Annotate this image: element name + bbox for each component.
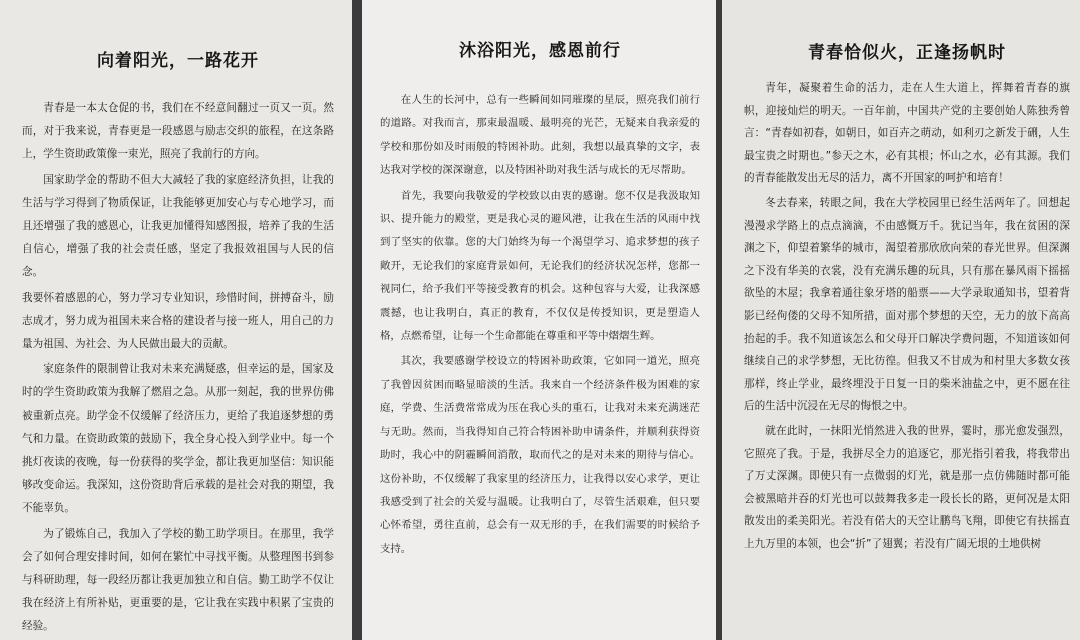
paragraph: 在人生的长河中，总有一些瞬间如同璀璨的星辰，照亮我们前行的道路。对我而言，那束最温暖、最明亮的光芒，无疑来自我亲爱的学校和那份如及时雨般的特困补助。此刻，我想以最真挚的文字，表达我对学校的深深谢意，以及特困补助对我生活与成长的无尽帮助。 [380,94,700,177]
paragraph: 青年，凝聚着生命的活力，走在人生大道上，挥舞着青春的旗帜，迎接灿烂的明天。一百年前，中国共产党的主要创始人陈独秀曾言：“青春如初春，如朝日，如百卉之萌动，如利刃之新发于硎，人生最宝贵之时期也。”参天之木，必有其根；怀山之水，必有其源。我们的青春能散发出无尽的活力，离不开国家的呵护和培育！ [744,82,1070,185]
paragraph: 家庭条件的限制曾让我对未来充满疑惑，但幸运的是，国家及时的学生资助政策为我解了燃眉之急。从那一刻起，我的世界仿佛被重新点亮。助学金不仅缓解了经济压力，更给了我追逐梦想的勇气和力量。在资助政策的鼓励下，我全身心投入到学业中。每一个挑灯夜读的夜晚，每一份获得的奖学金，都让我更加坚信：知识能够改变命运。我深知，这份资助背后承载的是社会对我的期望，我不能辜负。 [22,363,334,515]
page-title: 青春恰似火，正逢扬帆时 [808,43,1006,63]
page-left [0,0,352,640]
page-title: 向着阳光，一路花开 [97,51,259,71]
paragraph: 青春是一本太仓促的书，我们在不经意间翻过一页又一页。然而，对于我来说，青春更是一段感恩与励志交织的旅程，在这条路上，学生资助政策像一束光，照亮了我前行的方向。 [22,102,334,161]
paragraph: 其次，我要感谢学校设立的特困补助政策，它如同一道光，照亮了我曾因贫困而略显暗淡的生活。我来自一个经济条件极为困难的家庭，学费、生活费常常成为压在我心头的重石，让我对未来充满迷茫与无助。然而，当我得知自己符合特困补助申请条件，并顺利获得资助时，我心中的阴霾瞬间消散，取而代之的是对未来的期待与信心。这份补助，不仅缓解了我家里的经济压力，让我得以安心求学，更让我感受到了社会的关爱与温暖。让我明白了，尽管生活艰难，但只要心怀希望，勇往直前，总会有一双无形的手，在我们需要的时候给予支持。 [380,355,700,555]
paragraph: 我要怀着感恩的心，努力学习专业知识，珍惜时间，拼搏奋斗，励志成才，努力成为祖国未来合格的建设者与接一班人，用自己的力量为祖国、为社会、为人民做出最大的贡献。 [22,291,334,351]
paragraph: 冬去春来，转眼之间，我在大学校园里已经生活两年了。回想起漫漫求学路上的点点滴滴，不由感慨万千。犹记当年，我在贫困的深渊之下，仰望着繁华的城市，渴望着那欣欣向荣的春光世界。但深渊之下没有华美的衣裳，没有充满乐趣的玩具，只有那在暴风雨下摇摇欲坠的木屋；我拿着通往象牙塔的船票——大学录取通知书，望着背影已经佝偻的父母不知所措，面对那个梦想的天空，无力的放下高高抬起的手。我不知道该怎么和父母开口解决学费问题，不知道该如何继续自己的求学梦想，无比彷徨。但我又不甘成为和村里大多数女孩那样，终止学业，最终埋没于日复一日的柴米油盐之中，更不愿在往后的生活中沉浸在无尽的悔恨之中。 [744,196,1070,413]
paragraph: 首先，我要向我敬爱的学校致以由衷的感谢。您不仅是我汲取知识、提升能力的殿堂，更是我心灵的避风港，让我在生活的风雨中找到了坚实的依靠。您的大门始终为每一个渴望学习、追求梦想的孩子敞开，无论我们的家庭背景如何，无论我们的经济状况怎样，您都一视同仁，给予我们平等接受教育的机会。这种包容与大爱，让我深感震撼，也让我明白，真正的教育，不仅仅是传授知识，更是塑造人格，点燃希望，让每一个生命都能在尊重和平等中熠熠生辉。 [380,189,700,343]
paragraph: 为了锻炼自己，我加入了学校的勤工助学项目。在那里，我学会了如何合理安排时间，如何在繁忙中寻找平衡。从整理图书到参与科研助理，每一段经历都让我更加独立和自信。勤工助学不仅让我在经济上有所补贴，更重要的是，它让我在实践中积累了宝贵的经验。 [22,527,334,633]
paragraph: 就在此时，一抹阳光悄然进入我的世界，霎时，那光愈发强烈，它照亮了我。于是，我拼尽全力的追逐它，那光指引着我，将我带出了万丈深渊。即使只有一点微弱的灯光，就是那一点仿佛随时都可能会被黑暗并吞的灯光也可以鼓舞我多走一段长长的路，更何况是太阳散发出的柔美阳光。若没有偌大的天空让鹏鸟飞翔，即使它有扶摇直上九万里的本领，也会“折”了翅翼；若没有广阔无垠的土地供树 [744,424,1070,550]
paragraph: 国家助学金的帮助不但大大减轻了我的家庭经济负担，让我的生活与学习得到了物质保证，让我能够更加安心与专心地学习，而且还增强了我的感恩心，让我更加懂得知感图报，培养了我的生活自信心，增强了我的社会责任感，坚定了我报效祖国与人民的信念。 [22,173,334,279]
page-title: 沐浴阳光，感恩前行 [459,41,621,61]
page-middle [362,0,716,640]
page-right [722,0,1080,640]
page-gap [352,0,362,640]
